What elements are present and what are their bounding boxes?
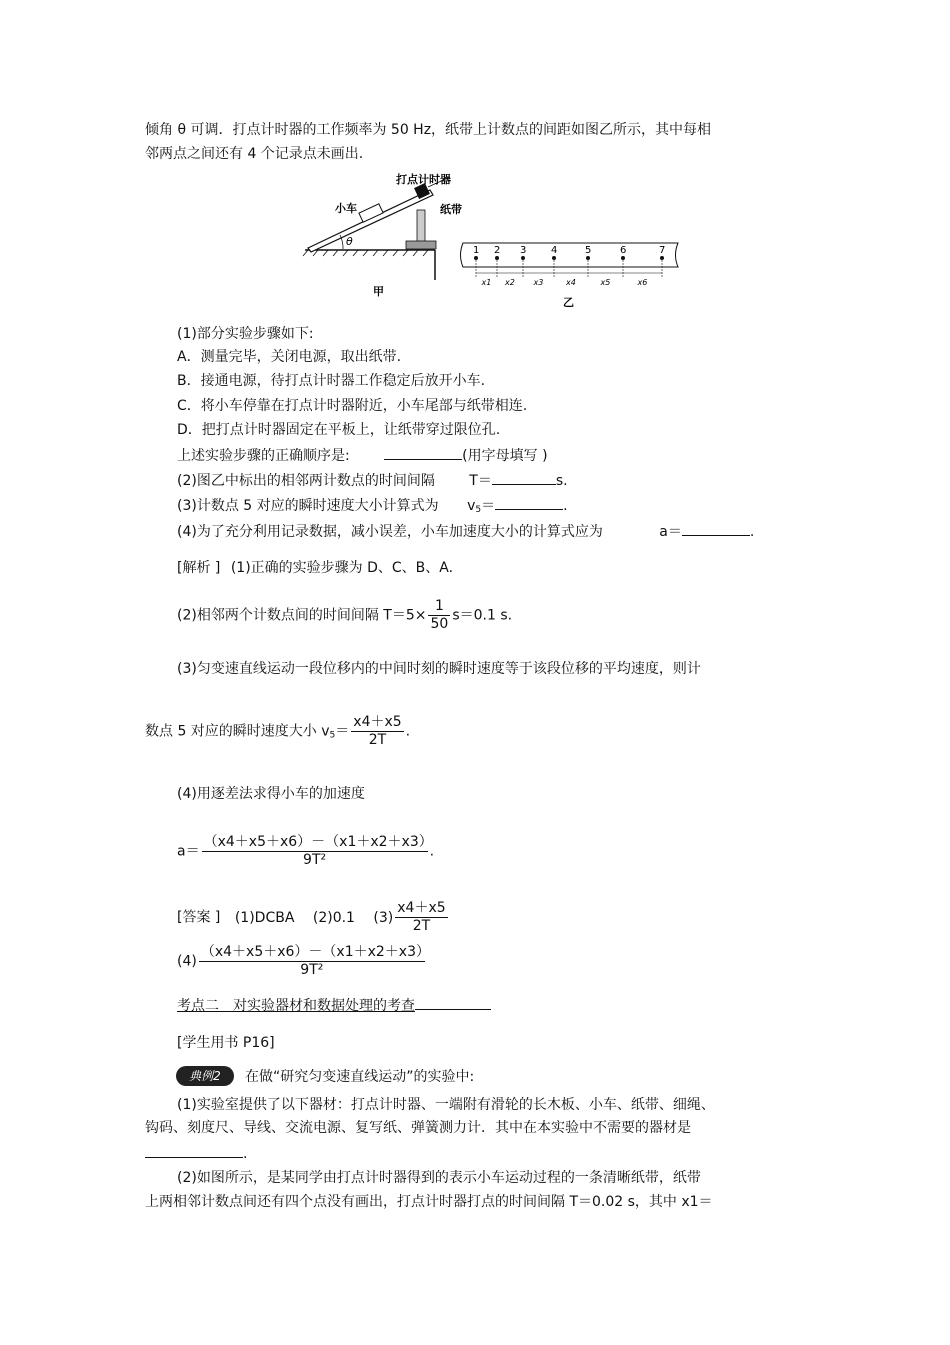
analysis-p3: (3)匀变速直线运动一段位移内的中间时刻的瞬时速度等于该段位移的平均速度，则计 [177,661,701,677]
q2-suffix: s. [555,473,568,489]
q2-answer-blank[interactable] [492,470,556,485]
segment-label: x5 [600,278,611,287]
segment-label: x4 [566,278,576,287]
q4-suffix: . [749,524,755,540]
q3-var: v [467,498,476,514]
q4-answer-blank[interactable] [682,521,750,536]
answer-4-fraction [199,944,430,979]
example2-p1b: 钩码、刻度尺、导线、交流电源、复写纸、弹簧测力计．其中在本实验中不需要的器材是 [145,1120,691,1136]
analysis-tag: [解析 ] [177,560,221,576]
q1-step-d: D．把打点计时器固定在平板上，让纸带穿过限位孔. [177,422,501,438]
q4-prefix: (4)为了充分利用记录数据，减小误差，小车加速度大小的计算式应为 [177,524,603,540]
example2-intro: 在做“研究匀变速直线运动”的实验中: [245,1069,475,1085]
analysis-p2-den: 50 [430,616,449,632]
analysis-p5-den: 9T² [303,852,327,868]
analysis-p4: (4)用逐差法求得小车的加速度 [177,786,365,802]
q1-order-line [177,445,548,465]
analysis-p3b-eq: ＝ [335,723,350,740]
tape-point-label: 2 [494,245,501,256]
analysis-p1-line [177,559,453,577]
segment-label: x3 [533,278,544,287]
answer-3-fraction [395,900,447,935]
q1-order-prefix: 上述实验步骤的正确顺序是: [177,448,350,464]
analysis-p2-suffix: s＝0.1 s. [452,607,513,624]
q2-var: T＝ [469,473,492,489]
tape-point-label: 1 [473,245,480,256]
intro-line-2: 邻两点之间还有 4 个记录点未画出. [145,146,364,162]
answer-4-den: 9T² [300,962,324,978]
answer-3-den: 2T [412,918,431,934]
answer-tag: [答案 ] [177,909,221,926]
segment-label: x6 [637,278,648,287]
q1-title: (1)部分实验步骤如下: [177,326,314,342]
q3-answer-blank[interactable] [495,495,563,510]
section-ref: [学生用书 P16] [177,1035,275,1051]
example2-p1c: . [243,1146,248,1162]
tape-point [495,256,499,260]
section-title-rule [415,995,491,1010]
tape-point [621,256,625,260]
example2-p1a: (1)实验室提供了以下器材：打点计时器、一端附有滑轮的长木板、小车、纸带、细绳、 [177,1097,715,1113]
analysis-p3b-sub: 5 [329,730,336,741]
q1-step-b: B．接通电源，待打点计时器工作稳定后放开小车. [177,373,486,389]
example2-p1c-line [145,1143,247,1163]
answer-4-prefix: (4) [177,953,197,970]
analysis-p2-line [177,598,512,633]
q3-sub: 5 [475,505,482,515]
tape-point-label: 4 [551,245,558,256]
segment-label: x2 [505,278,515,287]
timer-label: 打点计时器 [396,173,451,186]
section-title-line [177,995,491,1015]
q1-step-c: C．将小车停靠在打点计时器附近，小车尾部与纸带相连. [177,398,528,414]
example2-answer-blank[interactable] [145,1143,243,1158]
tape-point-label: 7 [659,245,666,256]
answer-2: (2)0.1 [312,909,355,926]
analysis-p2-prefix: (2)相邻两个计数点间的时间间隔 T＝5× [177,607,427,624]
tape-point [586,256,590,260]
answer-3-num: x4＋x5 [397,900,446,916]
answer-3-prefix: (3) [373,909,394,926]
analysis-p3b-num: x4＋x5 [353,714,402,730]
answer-4-num: （x4＋x5＋x6）－（x1＋x2＋x3） [200,944,430,960]
answer-line-1 [177,900,450,935]
q3-line [177,495,568,519]
analysis-p3b-prefix: 数点 5 对应的瞬时速度大小 v [145,723,330,740]
analysis-p1: (1)正确的实验步骤为 D、C、B、A. [230,560,454,576]
q3-eq: ＝ [481,498,496,514]
tape-point-label: 6 [620,245,627,256]
angle-label: θ [346,235,353,248]
analysis-p2-fraction [428,598,450,633]
answer-1: (1)DCBA [234,909,295,926]
analysis-p3b-den: 2T [368,732,387,748]
caption-yi: 乙 [563,296,574,309]
answer-line-4 [177,944,430,979]
caption-jia: 甲 [373,285,384,298]
q3-suffix: . [563,498,568,514]
tape-point [521,256,525,260]
tape-point [474,256,478,260]
tape-point [660,256,664,260]
intro-line-1: 倾角 θ 可调．打点计时器的工作频率为 50 Hz，纸带上计数点的间距如图乙所示，其中每相 [145,122,712,138]
q2-prefix: (2)图乙中标出的相邻两计数点的时间间隔 [177,473,435,489]
example2-p2b: 上两相邻计数点间还有四个点没有画出，打点计时器打点的时间间隔 T＝0.02 s，其中 x1＝ [145,1194,713,1210]
analysis-p5-line: a＝ $\frac{(x4+x5+x6)-(x1+x2+x3)}{\text{9T²}}$ . [177,834,435,868]
q2-line [177,470,568,490]
tape-point-label: 5 [585,245,592,256]
q3-prefix: (3)计数点 5 对应的瞬时速度大小计算式为 [177,498,439,514]
section-title: 考点二 对实验器材和数据处理的考查 [177,998,415,1014]
experiment-figure [300,165,700,315]
analysis-p2-num: 1 [428,598,450,616]
segment-label: x1 [481,278,492,287]
analysis-p5-prefix: a＝ [177,843,200,860]
incline-diagram [303,177,450,280]
analysis-p5-fraction [202,834,433,869]
analysis-p3b-fraction [351,714,403,749]
q1-step-a: A．测量完毕，关闭电源，取出纸带. [177,349,402,365]
analysis-p3b-line: 数点 5 对应的瞬时速度大小 $v_5=$ $\frac{x4+x5}{2T}$ . [145,714,411,748]
tape-point [552,256,556,260]
q4-var: a＝ [659,524,682,540]
analysis-p5-num: （x4＋x5＋x6）－（x1＋x2＋x3） [203,834,433,850]
q4-line [177,521,754,541]
tape-point-label: 3 [520,245,527,256]
tape-label: 纸带 [440,203,462,216]
q1-answer-blank[interactable] [384,445,462,460]
cart-label: 小车 [335,202,357,215]
q1-order-suffix: (用字母填写 ) [462,448,548,464]
example-badge: 典例2 [176,1066,234,1086]
example2-p2a: (2)如图所示，是某同学由打点计时器得到的表示小车运动过程的一条清晰纸带，纸带 [177,1170,701,1186]
